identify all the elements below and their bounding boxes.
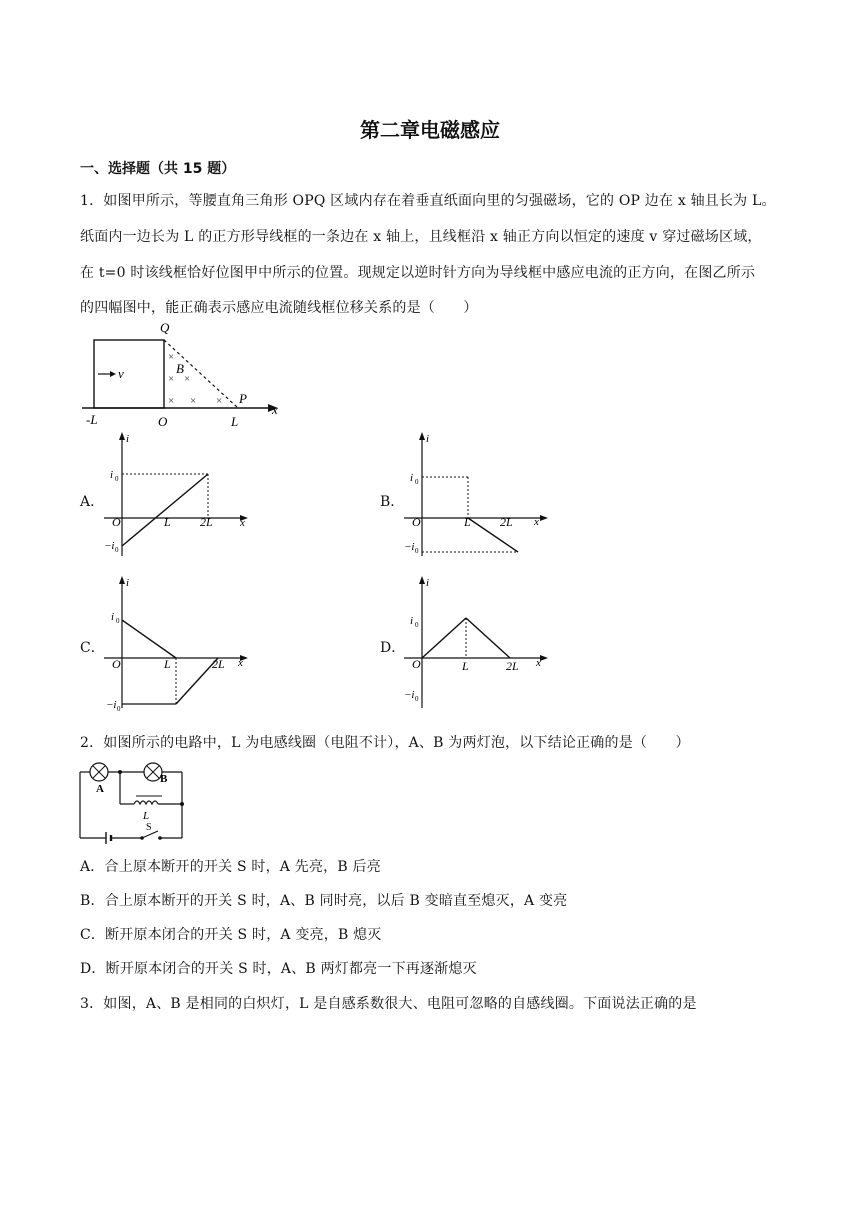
svg-text:x: x	[536, 657, 541, 669]
q1-option-b-label[interactable]: B．	[380, 494, 405, 510]
q1-line-2: 纸面内一边长为 L 的正方形导线框的一条边在 x 轴上，且线框沿 x 轴正方向以恒定的速度 v 穿过磁场区域，	[80, 229, 762, 245]
fig-O-label: O	[158, 414, 168, 429]
section-heading: 一、选择题（共 15 题）	[80, 161, 236, 177]
svg-text:i: i	[426, 577, 430, 589]
q2-circuit	[76, 760, 188, 844]
svg-text:2L: 2L	[212, 657, 225, 671]
svg-text:S: S	[146, 822, 152, 833]
q1-line-3: 在 t=0 时该线框恰好位图甲中所示的位置。现规定以逆时针方向为导线框中感应电流的正方向，在图乙所示	[80, 265, 756, 281]
svg-text:x: x	[534, 516, 539, 528]
fig-L-label: L	[231, 414, 239, 429]
svg-text:L: L	[143, 810, 150, 822]
fig-v-label: v	[118, 366, 124, 381]
svg-text:i: i	[410, 615, 414, 627]
svg-text:−i: −i	[404, 689, 415, 701]
q2-option-a[interactable]: A．合上原本断开的开关 S 时，A 先亮，B 后亮	[80, 859, 381, 875]
svg-text:0: 0	[415, 547, 419, 555]
svg-text:L: L	[462, 659, 469, 673]
svg-text:0: 0	[115, 546, 119, 554]
svg-text:0: 0	[415, 695, 419, 703]
fig-x-label: x	[272, 402, 278, 417]
q2-option-c[interactable]: C．断开原本闭合的开关 S 时，A 变亮，B 熄灭	[80, 927, 382, 943]
fig-B-label: B	[176, 361, 184, 376]
fig-negL-label: -L	[86, 412, 98, 427]
svg-text:O: O	[112, 657, 121, 671]
svg-text:×: ×	[184, 373, 191, 385]
svg-text:−i: −i	[404, 541, 415, 553]
svg-text:0: 0	[415, 478, 419, 486]
q1-option-d-label[interactable]: D．	[380, 640, 406, 656]
q2-option-b[interactable]: B．合上原本断开的开关 S 时，A、B 同时亮，以后 B 变暗直至熄灭，A 变亮	[80, 893, 568, 909]
figure-jia	[78, 318, 288, 432]
svg-text:×: ×	[216, 395, 223, 407]
svg-text:x: x	[238, 657, 243, 669]
svg-text:i: i	[126, 433, 130, 445]
svg-text:L: L	[164, 657, 171, 671]
q2-stem: 2．如图所示的电路中，L 为电感线圈（电阻不计），A、B 为两灯泡，以下结论正确的是（ ）	[80, 735, 690, 751]
svg-text:A: A	[96, 783, 104, 795]
page-title: 第二章电磁感应	[360, 118, 500, 142]
svg-text:−i: −i	[106, 699, 117, 711]
q1-graph-a	[100, 428, 260, 560]
q3-stem: 3．如图，A、B 是相同的白炽灯，L 是自感系数很大、电阻可忽略的自感线圈。下面说法正确的是	[80, 996, 697, 1012]
svg-text:i: i	[126, 577, 130, 589]
q1-graph-b	[400, 428, 560, 560]
svg-text:i: i	[110, 469, 114, 481]
svg-text:0: 0	[415, 621, 419, 629]
svg-text:×: ×	[168, 351, 175, 363]
svg-text:−i: −i	[104, 540, 115, 552]
q1-line-1: 1．如图甲所示，等腰直角三角形 OPQ 区域内存在着垂直纸面向里的匀强磁场，它的 OP 边在 x 轴且长为 L。	[80, 193, 776, 209]
svg-text:O: O	[112, 515, 121, 529]
svg-text:2L: 2L	[500, 515, 513, 529]
fig-P-label: P	[239, 391, 247, 406]
q1-line-4: 的四幅图中，能正确表示感应电流随线框位移关系的是（ ）	[80, 300, 478, 316]
svg-text:×: ×	[168, 373, 175, 385]
svg-text:i: i	[410, 472, 414, 484]
svg-text:0: 0	[115, 475, 119, 483]
svg-text:0: 0	[117, 705, 121, 712]
svg-text:O: O	[412, 515, 421, 529]
svg-text:i: i	[426, 433, 430, 445]
q1-option-a-label[interactable]: A．	[80, 494, 105, 510]
svg-text:x: x	[240, 517, 245, 529]
svg-text:×: ×	[168, 395, 175, 407]
svg-text:0: 0	[116, 617, 120, 625]
q1-graph-d	[400, 572, 560, 712]
svg-text:2L: 2L	[200, 515, 213, 529]
fig-Q-label: Q	[160, 320, 170, 335]
svg-text:L: L	[164, 515, 171, 529]
svg-text:L: L	[464, 515, 471, 529]
q2-option-d[interactable]: D．断开原本闭合的开关 S 时，A、B 两灯都亮一下再逐渐熄灭	[80, 961, 477, 977]
svg-text:B: B	[160, 773, 168, 785]
q1-option-c-label[interactable]: C．	[80, 640, 105, 656]
q1-graph-c	[100, 572, 260, 712]
svg-text:2L: 2L	[506, 659, 519, 673]
svg-text:i: i	[111, 611, 115, 623]
svg-text:×: ×	[190, 395, 197, 407]
svg-text:O: O	[412, 657, 421, 671]
